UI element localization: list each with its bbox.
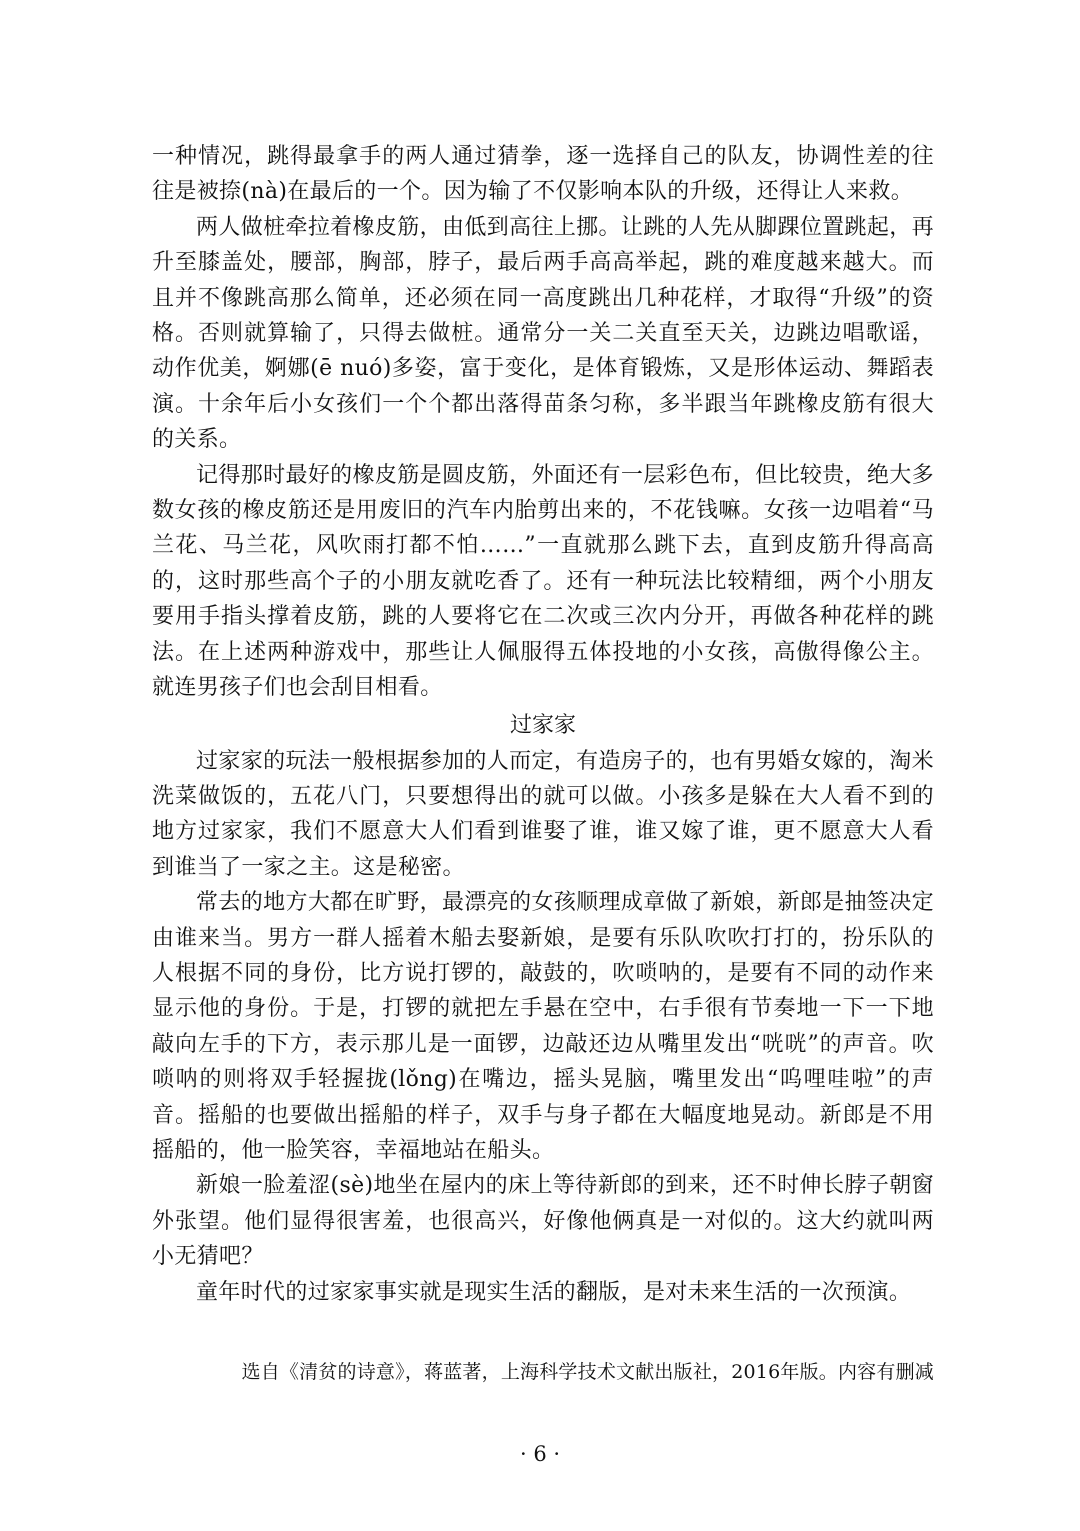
section-heading: 过家家 [509,712,576,738]
source-note: 选自《清贫的诗意》，蒋蓝著，上海科学技术文献出版社，2016年版。内容有删减 [241,1361,934,1383]
paragraph: 记得那时最好的橡皮筋是圆皮筋，外面还有一层彩色布，但比较贵，绝大多数女孩的橡皮筋还是用废旧的汽车内胎剪出来的，不花钱嘛。女孩一边唱着“马兰花、马兰花，风吹雨打都不怕……”一直就那么跳下去，直到皮筋升得高高的，这时那些高个子的小朋友就吃香了。还有一种玩法比较精细，两个小朋友要用手指头撑着皮筋，跳的人要将它在二次或三次内分开，再做各种花样的跳法。在上述两种游戏中，那些让人佩服得五体投地的小女孩，高傲得像公主。就连男孩子们也会刮目相看。 [152,462,934,701]
paragraph: 童年时代的过家家事实就是现实生活的翻版，是对未来生活的一次预演。 [196,1279,912,1305]
paragraph: 过家家的玩法一般根据参加的人而定，有造房子的，也有男婚女嫁的，淘米洗菜做饭的，五花八门，只要想得出的就可以做。小孩多是躲在大人看不到的地方过家家，我们不愿意大人们看到谁娶了谁，谁又嫁了谁，更不愿意大人看到谁当了一家之主。这是秘密。 [152,748,934,880]
paragraph: 两人做桩牵拉着橡皮筋，由低到高往上挪。让跳的人先从脚踝位置跳起，再升至膝盖处，腰部，胸部，脖子，最后两手高高举起，跳的难度越来越大。而且并不像跳高那么简单，还必须在同一高度跳出几种花样，才取得“升级”的资格。否则就算输了，只得去做桩。通常分一关二关直至天关，边跳边唱歌谣，动作优美，婀娜(ē nuó)多姿，富于变化，是体育锻炼，又是形体运动、舞蹈表演。十余年后小女孩们一个个都出落得苗条匀称，多半跟当年跳橡皮筋有很大的关系。 [152,214,934,453]
paragraph: 新娘一脸羞涩(sè)地坐在屋内的床上等待新郎的到来，还不时伸长脖子朝窗外张望。他们显得很害羞，也很高兴，好像他俩真是一对似的。这大约就叫两小无猜吧？ [152,1173,934,1270]
paragraph: 一种情况，跳得最拿手的两人通过猜拳，逐一选择自己的队友，协调性差的往往是被捺(nà)在最后的一个。因为输了不仅影响本队的升级，还得让人来救。 [152,144,934,205]
page-number: · 6 · [519,1442,561,1466]
paragraph: 常去的地方大都在旷野，最漂亮的女孩顺理成章做了新娘，新郎是抽签决定由谁来当。男方一群人摇着木船去娶新娘，是要有乐队吹吹打打的，扮乐队的人根据不同的身份，比方说打锣的，敲鼓的，吹唢呐的，是要有不同的动作来显示他的身份。于是，打锣的就把左手悬在空中，右手很有节奏地一下一下地敲向左手的下方，表示那儿是一面锣，边敲还边从嘴里发出“咣咣”的声音。吹唢呐的则将双手轻握拢(lǒng)在嘴边，摇头晃脑，嘴里发出“呜哩哇啦”的声音。摇船的也要做出摇船的样子，双手与身子都在大幅度地晃动。新郎是不用摇船的，他一脸笑容，幸福地站在船头。 [152,890,934,1163]
document-body [152,139,934,1310]
